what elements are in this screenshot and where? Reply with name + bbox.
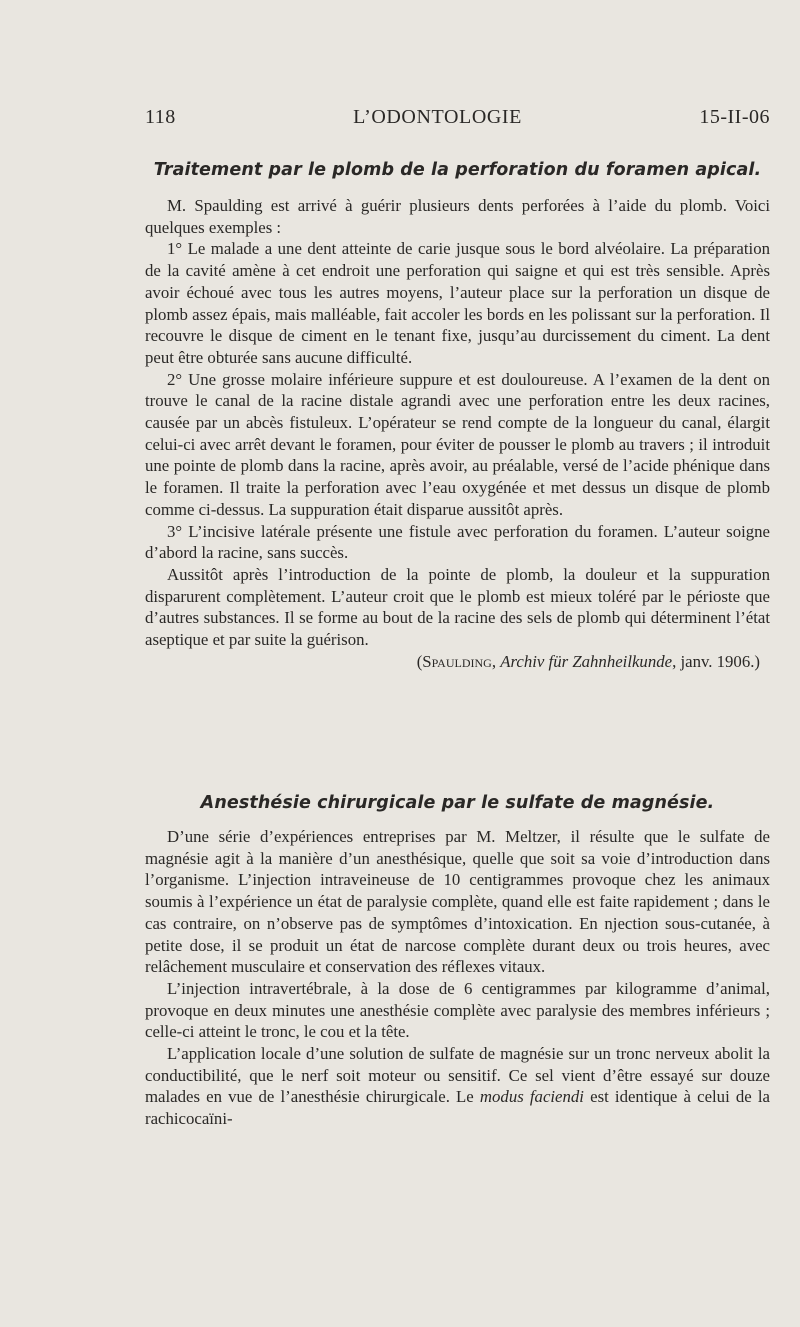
source-citation: (Spaulding, Archiv für Zahnheilkunde, janv. 1906.) — [416, 651, 760, 671]
paragraph: 1° Le malade a une dent atteinte de carie jusque sous le bord alvéolaire. La préparation de la cavité amène à cet endroit une perforation qui saigne et qui est très sensible. Après avoir échoué avec tous les autres moyens, l’auteur place sur la perforation un disque de plomb assez épais, mais malléable, fait accoler les bords en les polissant sur la perforation. Il recouvre le disque de ciment en le tenant fixe, jusqu’au durcissement du ciment. La dent peut être obturée sans aucune difficulté. — [145, 239, 770, 367]
source-date: janv. 1906. — [680, 651, 755, 671]
paragraph — [145, 1043, 770, 1130]
paragraph-text: est identique à celui de la rachicocaïni- — [145, 1087, 770, 1129]
source-author: Spaulding — [422, 651, 492, 671]
article-2-heading: Anesthésie chirurgicale par le sulfate de magnésie. — [200, 793, 715, 813]
paragraph: M. Spaulding est arrivé à guérir plusieurs dents perforées à l’aide du plomb. Voici quelques exemples : — [145, 196, 770, 237]
italic-term: modus faciendi — [479, 1087, 584, 1107]
paragraph: 2° Une grosse molaire inférieure suppure et est douloureuse. A l’examen de la dent on trouve le canal de la racine distale agrandi avec une perforation entre les deux racines, causée par un abcès fistuleux. L’opérateur se rend compte de la longueur du canal, élargit celui-ci avec arrêt devant le foramen, pour éviter de pousser le plomb au travers ; il introduit une pointe de plomb dans la racine, après avoir, au préalable, versé de l’acide phénique dans le foramen. Il traite la perforation avec l’eau oxygénée et met dessus un disque de plomb comme ci-dessus. La suppuration était disparue aussitôt après. — [145, 369, 770, 519]
paragraph: 3° L’incisive latérale présente une fistule avec perforation du foramen. L’auteur soigne d’abord la racine, sans succès. — [145, 521, 770, 563]
paragraph: Aussitôt après l’introduction de la pointe de plomb, la douleur et la suppuration disparurent complètement. L’auteur croit que le plomb est mieux toléré par le périoste que d’autres substances. Il se forme au bout de la racine des sels de plomb qui déterminent l’état aseptique et par suite la guérison. — [145, 564, 770, 650]
source-journal: Archiv für Zahnheilkunde — [500, 651, 673, 671]
journal-title: L’ODONTOLOGIE — [353, 106, 523, 128]
article-1-heading: Traitement par le plomb de la perforation du foramen apical. — [153, 160, 762, 180]
article-1-body — [145, 195, 770, 672]
paragraph: D’une série d’expériences entreprises par M. Meltzer, il résulte que le sulfate de magnésie agit à la manière d’un anesthésique, quelle que soit sa voie d’introduction dans l’organisme. L’injection intraveineuse de 10 centigrammes provoque chez les animaux soumis à l’expérience un état de paralysie complète, quand elle est faite rapidement ; dans le cas contraire, on n’observe pas de symptômes d’intoxication. En njection sous-cutanée, à petite dose, il se produit un état de narcose complète durant deux ou trois heures, avec relâchement musculaire et conservation des réflexes vitaux. — [145, 827, 770, 977]
paragraph-text: L’application locale d’une solution de sulfate de magnésie sur un tronc nerveux abolit la conductibilité, que le nerf soit moteur ou sensitif. Ce sel vient d’être essayé sur douze malades en vue de l’anesthésie chirurgicale. Le — [145, 1044, 770, 1107]
running-head — [145, 106, 770, 129]
issue-date: 15-II-06 — [699, 106, 770, 128]
paragraph: L’injection intravertébrale, à la dose de 6 centigrammes par kilogramme d’animal, provoque en deux minutes une anesthésie complète avec paralysie des membres inférieurs ; celle-ci atteint le tronc, le cou et la tête. — [145, 978, 770, 1042]
page-number: 118 — [145, 106, 176, 128]
article-2-body — [145, 826, 770, 1130]
